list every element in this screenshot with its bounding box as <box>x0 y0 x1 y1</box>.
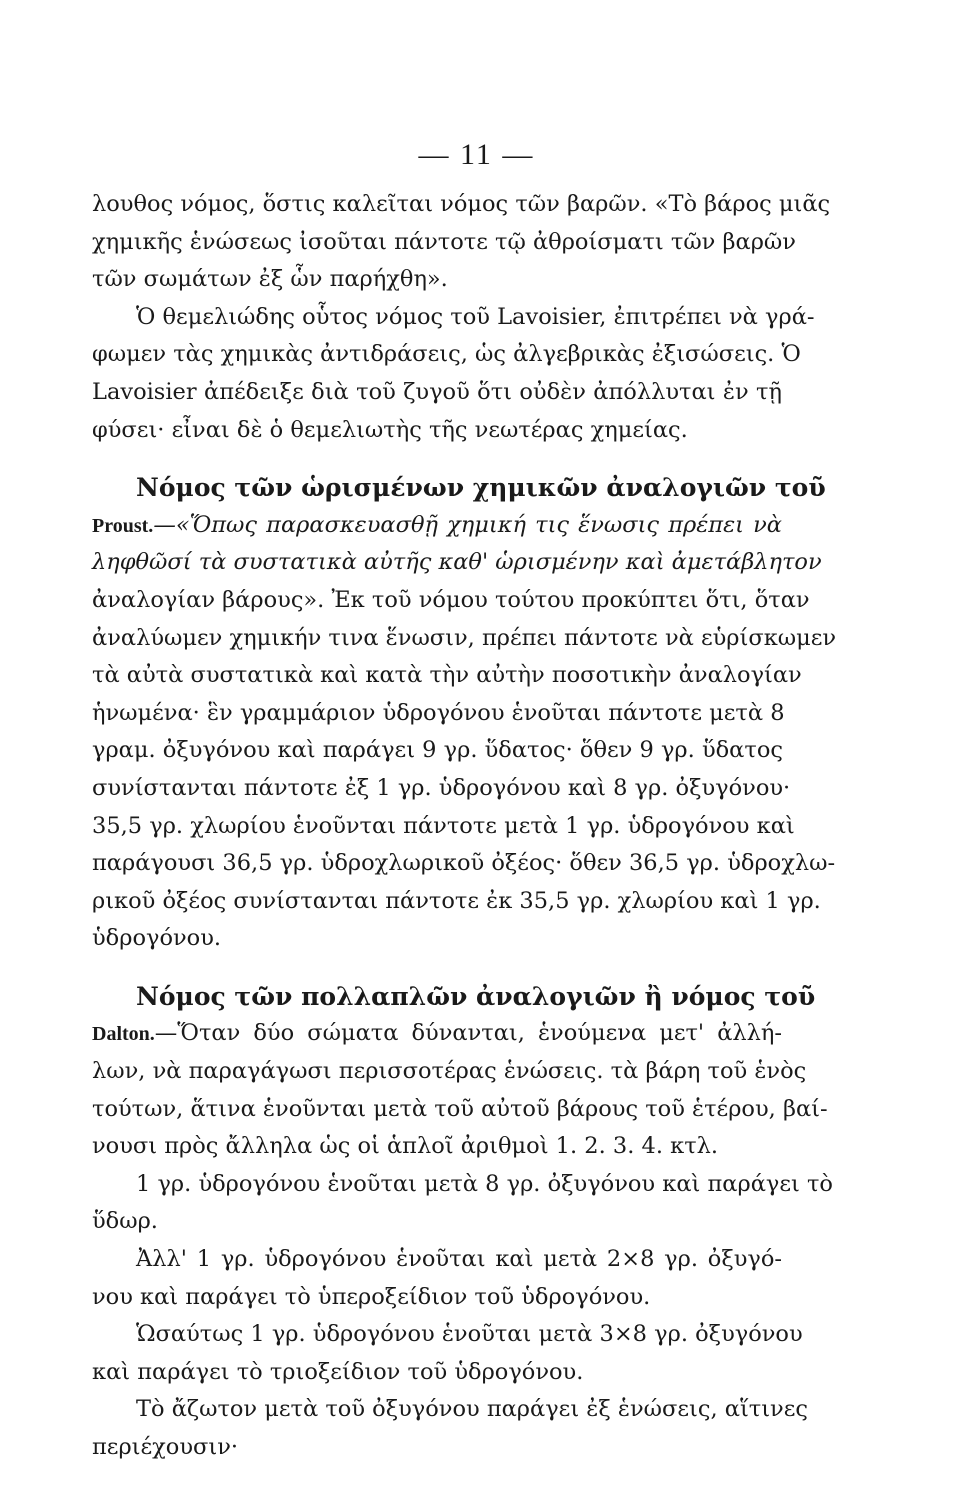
text-line: ὕδωρ. <box>92 1208 158 1235</box>
text-line: χημικῆς ἑνώσεως ἰσοῦται πάντοτε τῷ ἀθροίσματι τῶν βαρῶν <box>92 228 796 255</box>
text-line: καὶ παράγει τὸ τριοξείδιον τοῦ ὑδρογόνου. <box>92 1358 584 1385</box>
text-line: συνίστανται πάντοτε ἐξ 1 γρ. ὑδρογόνου καὶ 8 γρ. ὀξυγόνου· <box>92 774 791 801</box>
text-line: Ὡσαύτως 1 γρ. ὑδρογόνου ἑνοῦται μετὰ 3×8 γρ. ὀξυγόνου <box>136 1321 803 1348</box>
paragraph-gap <box>92 449 782 469</box>
text-line: Ἀλλ' 1 γρ. ὑδρογόνου ἑνοῦται καὶ μετὰ 2×8 γρ. ὀξυγό- <box>136 1246 782 1273</box>
text-line: ὑδρογόνου. <box>92 925 222 952</box>
text-line: λων, νὰ παραγάγωσι περισσοτέρας ἑνώσεις. τὰ βάρη τοῦ ἑνὸς <box>92 1058 807 1085</box>
text-line: φύσει· εἶναι δὲ ὁ θεμελιωτὴς τῆς νεωτέρας χημείας. <box>92 416 688 443</box>
dalton-text: —Ὅταν δύο σώματα δύνανται, ἑνούμενα μετ' ἀλλή- <box>154 1020 782 1047</box>
text-line <box>92 1015 782 1053</box>
page-body <box>92 186 837 1467</box>
lead-name-proust: Proust. <box>92 514 154 537</box>
text-line: τὰ αὐτὰ συστατικὰ καὶ κατὰ τὴν αὐτὴν ποσοτικὴν ἀναλογίαν <box>92 662 802 689</box>
paragraph-gap <box>92 958 782 978</box>
text-line: νου καὶ παράγει τὸ ὑπεροξείδιον τοῦ ὑδρογόνου. <box>92 1283 651 1310</box>
section-heading-dalton: Νόμος τῶν πολλαπλῶν ἀναλογιῶν ἢ νόμος τοῦ <box>136 981 816 1011</box>
section-heading-proust: Νόμος τῶν ὡρισμένων χημικῶν ἀναλογιῶν τοῦ <box>136 473 826 503</box>
text-line: παράγουσι 36,5 γρ. ὑδροχλωρικοῦ ὀξέος· ὅθεν 36,5 γρ. ὑδροχλω- <box>92 850 836 877</box>
text-line: νουσι πρὸς ἄλληλα ὡς οἱ ἁπλοῖ ἀριθμοὶ 1. 2. 3. 4. κτλ. <box>92 1133 719 1160</box>
text-line: Τὸ ἄζωτον μετὰ τοῦ ὀξυγόνου παράγει ἐξ ἑνώσεις, αἵτινες <box>136 1396 808 1423</box>
text-line: γραμ. ὀξυγόνου καὶ παράγει 9 γρ. ὕδατος· ὅθεν 9 γρ. ὕδατος <box>92 737 783 764</box>
quote-text: —«Ὅπως παρασκευασθῇ χημική τις ἕνωσις πρέπει νὰ <box>153 511 782 538</box>
text-line: φωμεν τὰς χημικὰς ἀντιδράσεις, ὡς ἀλγεβρικὰς ἐξισώσεις. Ὁ <box>92 341 801 368</box>
text-line: ἡνωμένα· ἓν γραμμάριον ὑδρογόνου ἑνοῦται πάντοτε μετὰ 8 <box>92 699 785 726</box>
text-line: λουθος νόμος, ὅστις καλεῖται νόμος τῶν βαρῶν. «Τὸ βάρος μιᾶς <box>92 191 831 217</box>
lead-name-dalton: Dalton. <box>92 1023 155 1046</box>
text-line: ἀναλογίαν βάρους». Ἐκ τοῦ νόμου τούτου προκύπτει ὅτι, ὅταν <box>92 586 810 613</box>
text-line: Ὁ θεμελιώδης οὗτος νόμος τοῦ Lavoisier, ἐπιτρέπει νὰ γρά- <box>136 303 815 330</box>
page-number: — 11 — <box>418 138 535 171</box>
text-line: τούτων, ἅτινα ἑνοῦνται μετὰ τοῦ αὐτοῦ βάρους τοῦ ἑτέρου, βαί- <box>92 1095 828 1122</box>
text-line: ληφθῶσί τὰ συστατικὰ αὐτῆς καθ' ὡρισμένην καὶ ἀμετάβλητον <box>92 549 822 576</box>
text-line: περιέχουσιν· <box>92 1434 239 1460</box>
text-line: ἀναλύωμεν χημικήν τινα ἕνωσιν, πρέπει πάντοτε νὰ εὑρίσκωμεν <box>92 624 837 651</box>
text-line: 35,5 γρ. χλωρίου ἑνοῦνται πάντοτε μετὰ 1 γρ. ὑδρογόνου καὶ <box>92 812 795 839</box>
text-line: τῶν σωμάτων ἐξ ὧν παρήχθη». <box>92 266 448 293</box>
text-line <box>92 507 782 545</box>
text-line: ρικοῦ ὀξέος συνίστανται πάντοτε ἐκ 35,5 γρ. χλωρίου καὶ 1 γρ. <box>92 887 821 914</box>
text-line: 1 γρ. ὑδρογόνου ἑνοῦται μετὰ 8 γρ. ὀξυγόνου καὶ παράγει τὸ <box>136 1170 833 1197</box>
text-line: Lavoisier ἀπέδειξε διὰ τοῦ ζυγοῦ ὅτι οὐδὲν ἀπόλλυται ἐν τῇ <box>92 378 782 405</box>
